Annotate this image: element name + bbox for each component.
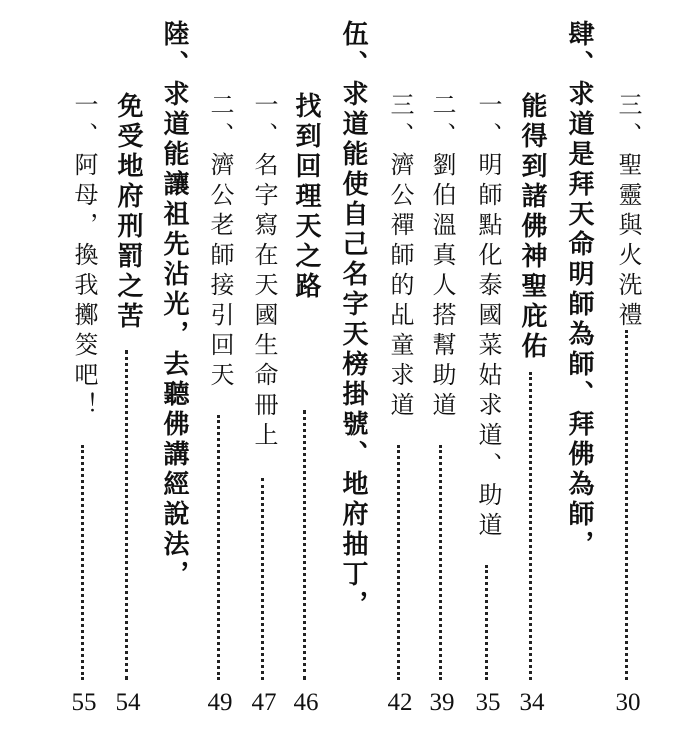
toc-entry-title: 一、名字寫在天國生命冊上 bbox=[250, 92, 278, 452]
toc-page-number: 47 bbox=[251, 689, 277, 716]
toc-entry-title: 二、濟公老師接引回天 bbox=[206, 92, 234, 392]
toc-page-number: 55 bbox=[71, 689, 97, 716]
toc-entry-title: 一、明師點化泰國菜姑求道、助道 bbox=[474, 92, 502, 542]
toc-leader-dots bbox=[217, 415, 220, 680]
toc-entry bbox=[284, 0, 328, 751]
toc-leader-dots bbox=[125, 350, 128, 680]
toc-entry-title: 肆、求道是拜天命明師為師、拜佛為師， bbox=[564, 20, 594, 560]
toc-leader-dots bbox=[397, 445, 400, 680]
toc-page-number: 54 bbox=[115, 689, 141, 716]
toc-entry-title: 伍、求道能使自己名字天榜掛號、地府抽丁， bbox=[338, 20, 368, 620]
toc-entry-title: 一、阿母，換我擲筊吧！ bbox=[70, 92, 98, 422]
toc-page-number: 35 bbox=[475, 689, 501, 716]
toc-entry-title: 三、聖靈與火洗禮 bbox=[614, 92, 642, 332]
toc-leader-dots bbox=[529, 372, 532, 680]
toc-chapter-heading bbox=[331, 0, 375, 751]
toc-entry bbox=[242, 0, 286, 751]
toc-entry bbox=[606, 0, 650, 751]
toc-entry-title: 陸、求道能讓祖先沾光，去聽佛講經說法， bbox=[159, 20, 189, 590]
toc-leader-dots bbox=[81, 445, 84, 680]
toc-entry-title: 找到回理天之路 bbox=[291, 92, 321, 302]
toc-leader-dots bbox=[261, 478, 264, 680]
toc-chapter-heading bbox=[557, 0, 601, 751]
toc-entry-title: 三、濟公禪師的乩童求道 bbox=[386, 92, 414, 422]
toc-leader-dots bbox=[439, 445, 442, 680]
toc-entry-title: 免受地府刑罰之苦 bbox=[113, 92, 143, 332]
toc-page-number: 42 bbox=[387, 689, 413, 716]
toc-page-number: 46 bbox=[293, 689, 319, 716]
toc-entry bbox=[198, 0, 242, 751]
toc-entry bbox=[62, 0, 106, 751]
toc-page-number: 34 bbox=[519, 689, 545, 716]
toc-entry bbox=[510, 0, 554, 751]
toc-page-number: 39 bbox=[429, 689, 455, 716]
toc-leader-dots bbox=[625, 330, 628, 680]
toc-entry bbox=[466, 0, 510, 751]
toc-entry bbox=[106, 0, 150, 751]
toc-leader-dots bbox=[485, 565, 488, 680]
toc-leader-dots bbox=[303, 410, 306, 680]
toc-page-number: 30 bbox=[615, 689, 641, 716]
toc-entry bbox=[420, 0, 464, 751]
toc-entry-title: 能得到諸佛神聖庇佑 bbox=[517, 92, 547, 362]
toc-entry-title: 二、劉伯溫真人搭幫助道 bbox=[428, 92, 456, 422]
toc-page-number: 49 bbox=[207, 689, 233, 716]
toc-entry bbox=[378, 0, 422, 751]
toc-chapter-heading bbox=[152, 0, 196, 751]
